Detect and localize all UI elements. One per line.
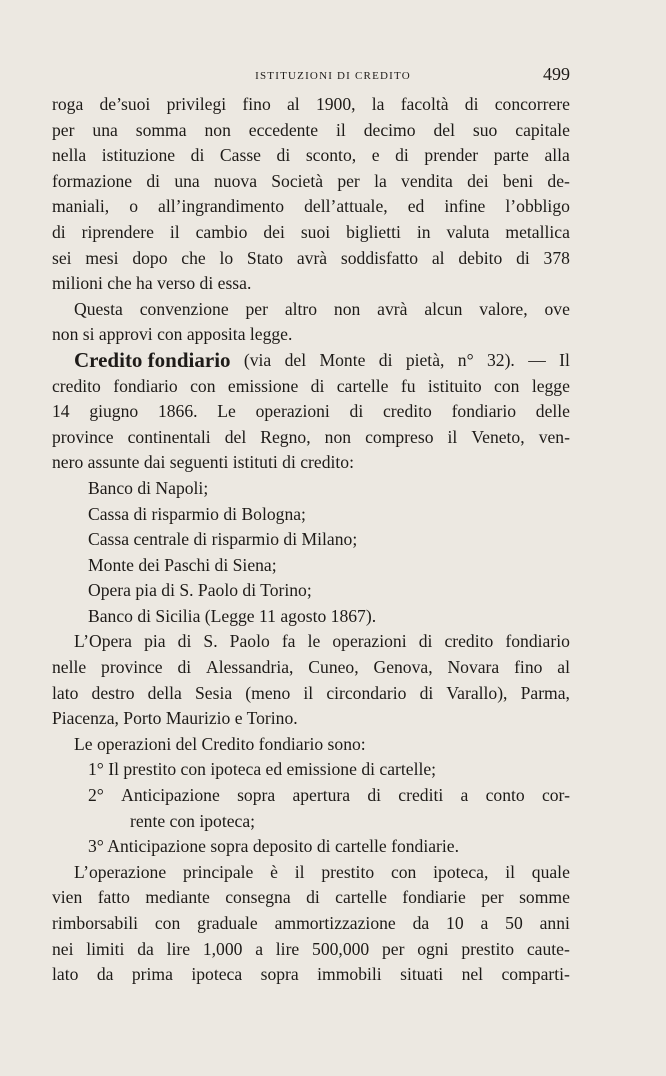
text-line	[52, 502, 570, 528]
word: al	[287, 94, 300, 114]
text-line	[52, 194, 570, 220]
word: ven-	[538, 426, 570, 447]
word: L’operazione	[74, 861, 167, 882]
word: della	[147, 682, 182, 703]
text-line	[52, 450, 570, 476]
text-line	[52, 425, 570, 451]
word: circondario	[326, 682, 407, 703]
word: la	[374, 170, 387, 191]
word: 378	[543, 247, 570, 268]
word: pia	[144, 631, 166, 652]
word: le	[307, 631, 321, 652]
text-line	[52, 578, 570, 604]
word: suoi	[300, 221, 331, 242]
word: fatto	[97, 887, 130, 908]
word: prestito	[321, 861, 375, 882]
word: mesi	[85, 247, 119, 268]
word: per	[337, 170, 360, 191]
word: L’Opera	[74, 631, 132, 652]
word: consegna	[225, 887, 291, 908]
word: alla	[544, 145, 570, 166]
word: nelle	[52, 657, 87, 678]
word: operazioni	[255, 401, 330, 422]
word: dopo	[132, 247, 168, 268]
text-line	[52, 911, 570, 937]
word: beni	[502, 170, 534, 191]
word: a	[460, 785, 469, 806]
word: maniali,	[52, 196, 110, 217]
word: valore,	[479, 298, 528, 319]
word: a	[480, 913, 489, 933]
word: quale	[531, 861, 570, 882]
word: riprendere	[81, 221, 154, 242]
word: Veneto,	[471, 426, 525, 447]
word: province	[52, 426, 114, 447]
word: anni	[539, 913, 570, 933]
text-line	[52, 297, 570, 323]
word: compreso	[365, 426, 434, 447]
word: concorrere	[494, 94, 570, 114]
text-line	[52, 706, 570, 732]
word: fondiario	[505, 631, 570, 652]
line-text: Banco di Napoli;	[88, 477, 209, 498]
word: di	[52, 221, 66, 242]
word: sconto,	[305, 145, 357, 166]
word: fa	[281, 631, 296, 652]
word: 32).	[486, 349, 515, 370]
word: sopra	[237, 785, 276, 806]
line-text: Monte dei Paschi di Siena;	[88, 554, 277, 575]
text-line	[52, 629, 570, 655]
word: (meno	[245, 682, 291, 703]
word: Casse	[219, 145, 261, 166]
word: graduale	[197, 913, 258, 933]
word: di	[190, 145, 205, 166]
word: S.	[203, 631, 218, 652]
word: metallica	[505, 221, 570, 242]
word: infine	[444, 196, 486, 217]
word: di	[418, 631, 433, 652]
word: fino	[514, 657, 543, 678]
word: nei	[52, 938, 74, 959]
word: con	[190, 375, 216, 396]
word: mediante	[145, 887, 210, 908]
word: 1900,	[315, 94, 356, 114]
word: di	[464, 94, 479, 114]
word: operazioni	[332, 631, 407, 652]
word: cartelle	[336, 375, 389, 396]
word: con	[154, 913, 181, 933]
line-text: milioni che ha verso di essa.	[52, 273, 252, 294]
word: legge	[531, 375, 570, 396]
word: roga	[52, 94, 84, 114]
word: il	[336, 119, 346, 140]
word: comparti-	[501, 964, 570, 985]
word: lato	[52, 964, 79, 985]
line-text: Cassa centrale di risparmio di Milano;	[88, 529, 358, 550]
word: immobili	[317, 964, 382, 985]
word: prender	[424, 145, 479, 166]
word: Monte	[319, 349, 366, 370]
word: 50	[505, 913, 523, 933]
word: credito	[52, 375, 101, 396]
text-line	[52, 246, 570, 272]
word: al	[557, 657, 570, 678]
text-line	[52, 348, 570, 374]
word: per	[481, 887, 504, 908]
word: convenzione	[139, 298, 229, 319]
word: nuova	[214, 170, 257, 191]
word: lire	[275, 938, 300, 959]
word: e	[371, 145, 380, 166]
word: somme	[519, 887, 570, 908]
word: giugno	[89, 401, 139, 422]
word: avrà	[377, 298, 408, 319]
word: la	[371, 94, 385, 114]
word: de’suoi	[99, 94, 151, 114]
word: Il	[559, 349, 570, 370]
line-text: 3° Anticipazione sopra deposito di cartelle fondiarie.	[88, 836, 460, 857]
word: conto	[485, 785, 525, 806]
word: di	[177, 631, 192, 652]
word: ed	[407, 196, 425, 217]
word: dei	[263, 221, 285, 242]
text-line	[52, 399, 570, 425]
word: Paolo	[229, 631, 270, 652]
word: nella	[52, 145, 87, 166]
word: vien	[52, 887, 83, 908]
word: Novara	[447, 657, 500, 678]
word: di	[367, 785, 382, 806]
word: ipoteca	[191, 964, 243, 985]
word: il	[169, 221, 180, 242]
word: il	[447, 426, 458, 447]
word: del	[284, 349, 307, 370]
line-text: Piacenza, Porto Maurizio e Torino.	[52, 708, 298, 729]
word: ove	[544, 298, 570, 319]
word: privilegi	[166, 94, 227, 114]
word: Genova,	[373, 657, 433, 678]
word: Stato	[246, 247, 284, 268]
word: che	[181, 247, 206, 268]
word: il	[294, 861, 305, 882]
word: per	[245, 298, 268, 319]
word: cartelle	[335, 887, 387, 908]
word: cor-	[541, 785, 570, 806]
word: sei	[52, 247, 72, 268]
word: 14	[52, 401, 70, 422]
word: istituzione	[101, 145, 176, 166]
text-line	[52, 118, 570, 144]
word: 1,000	[202, 938, 243, 959]
word: prestito	[461, 938, 515, 959]
word: istituito	[427, 375, 482, 396]
text-line	[52, 271, 570, 297]
word: 2°	[88, 785, 104, 806]
page-number: 499	[543, 64, 570, 84]
word: fu	[400, 375, 416, 396]
word: all’ingrandimento	[158, 196, 285, 217]
word: Varallo),	[446, 682, 508, 703]
text-line	[52, 655, 570, 681]
word: Anticipazione	[121, 785, 220, 806]
word: Cuneo,	[308, 657, 359, 678]
word: fondiario	[451, 401, 517, 422]
word: di	[349, 401, 364, 422]
page-header	[0, 64, 666, 88]
text-line	[52, 374, 570, 400]
word: del	[224, 426, 247, 447]
text-line	[52, 937, 570, 963]
word: formazione	[52, 170, 133, 191]
word: fondiarie	[402, 887, 466, 908]
word: delle	[535, 401, 570, 422]
word: —	[528, 349, 546, 370]
word: ammortizzazione	[274, 913, 396, 933]
line-text: nero assunte dai seguenti istituti di credito:	[52, 452, 354, 473]
word: avrà	[296, 247, 328, 268]
word: con	[494, 375, 520, 396]
word: ogni	[417, 938, 449, 959]
word: (via	[243, 349, 272, 370]
word: lo	[219, 247, 234, 268]
word: 10	[446, 913, 464, 933]
text-line	[52, 322, 570, 348]
word: dei	[467, 170, 489, 191]
word: fondiario	[113, 375, 178, 396]
word: del	[433, 119, 455, 140]
word: debito	[458, 247, 503, 268]
word: di	[276, 145, 291, 166]
word: non	[324, 426, 352, 447]
word: per	[382, 938, 405, 959]
running-title: ISTITUZIONI DI CREDITO	[255, 70, 411, 82]
word: credito	[382, 401, 432, 422]
word: valuta	[446, 221, 490, 242]
word: somma	[135, 119, 187, 140]
text-line	[52, 757, 570, 783]
word: una	[92, 119, 118, 140]
word: l’obbligo	[505, 196, 570, 217]
text-line	[52, 169, 570, 195]
word: pietà,	[405, 349, 445, 370]
word: Alessandria,	[205, 657, 294, 678]
word: da	[137, 938, 154, 959]
word: lire	[166, 938, 191, 959]
text-line	[52, 527, 570, 553]
word: cambio	[195, 221, 248, 242]
text-line	[52, 220, 570, 246]
word: lato	[52, 682, 79, 703]
word: Le	[217, 401, 236, 422]
text-line	[52, 809, 570, 835]
word: province	[101, 657, 163, 678]
word: suo	[472, 119, 498, 140]
word: rimborsabili	[52, 913, 139, 933]
text-line	[52, 783, 570, 809]
word: de-	[547, 170, 570, 191]
word: caute-	[526, 938, 570, 959]
line-text: Banco di Sicilia (Legge 11 agosto 1867).	[88, 605, 377, 626]
word: di	[378, 349, 393, 370]
body-text	[52, 92, 570, 988]
word: in	[416, 221, 431, 242]
line-text: Cassa di risparmio di Bologna;	[88, 503, 306, 524]
word: per	[52, 119, 75, 140]
word: nel	[461, 964, 484, 985]
text-line	[52, 681, 570, 707]
line-text: non si approvi con apposita legge.	[52, 324, 293, 345]
word: o	[129, 196, 138, 217]
word: continentali	[127, 426, 211, 447]
word: altro	[284, 298, 318, 319]
word: 500,000	[312, 938, 370, 959]
word: soddisfatto	[340, 247, 419, 268]
word: 1866.	[157, 401, 198, 422]
word: Questa	[74, 298, 123, 319]
word: Parma,	[520, 682, 570, 703]
word: di	[516, 247, 530, 268]
word: al	[431, 247, 445, 268]
line-text: Opera pia di S. Paolo di Torino;	[88, 580, 312, 601]
word: facoltà	[400, 94, 449, 114]
word: emissione	[227, 375, 299, 396]
text-line	[52, 604, 570, 630]
word: crediti	[398, 785, 444, 806]
text-line	[52, 143, 570, 169]
word: ipoteca,	[433, 861, 489, 882]
word: con	[390, 861, 417, 882]
word: credito	[444, 631, 494, 652]
text-line	[52, 834, 570, 860]
word: destro	[91, 682, 135, 703]
text-line	[52, 553, 570, 579]
text-line	[52, 885, 570, 911]
word: n°	[457, 349, 474, 370]
word: vendita	[401, 170, 453, 191]
word: Società	[271, 170, 324, 191]
section-heading: Credito fondiario	[74, 347, 231, 372]
text-line	[52, 476, 570, 502]
word: non	[204, 119, 231, 140]
word: eccedente	[248, 119, 319, 140]
text-line	[52, 92, 570, 118]
word: parte	[493, 145, 529, 166]
word: limiti	[86, 938, 125, 959]
word: Sesia	[195, 682, 233, 703]
word: prima	[131, 964, 173, 985]
word: apertura	[292, 785, 351, 806]
word: principale	[182, 861, 254, 882]
word: di	[146, 170, 161, 191]
line-text: rente con ipoteca;	[130, 810, 256, 831]
word: fino	[242, 94, 271, 114]
word: dell’attuale,	[304, 196, 388, 217]
word: una	[174, 170, 200, 191]
word: non	[333, 298, 361, 319]
line-text: Le operazioni del Credito fondiario sono:	[74, 733, 366, 754]
word: di	[310, 375, 325, 396]
word: situati	[400, 964, 444, 985]
word: da	[412, 913, 430, 933]
word: è	[270, 861, 278, 882]
text-line	[52, 962, 570, 988]
word: il	[505, 861, 515, 882]
line-text: 1° Il prestito con ipoteca ed emissione di cartelle;	[88, 759, 437, 780]
word: a	[255, 938, 264, 959]
word: sopra	[260, 964, 299, 985]
word: da	[96, 964, 114, 985]
word: di	[177, 657, 192, 678]
word: capitale	[515, 119, 570, 140]
text-line	[52, 860, 570, 886]
word: decimo	[363, 119, 416, 140]
word: il	[303, 682, 314, 703]
word: di	[419, 682, 434, 703]
word: alcun	[424, 298, 463, 319]
word: di	[395, 145, 409, 166]
word: di	[306, 887, 320, 908]
word: biglietti	[346, 221, 401, 242]
text-line	[52, 732, 570, 758]
word: Regno,	[260, 426, 311, 447]
